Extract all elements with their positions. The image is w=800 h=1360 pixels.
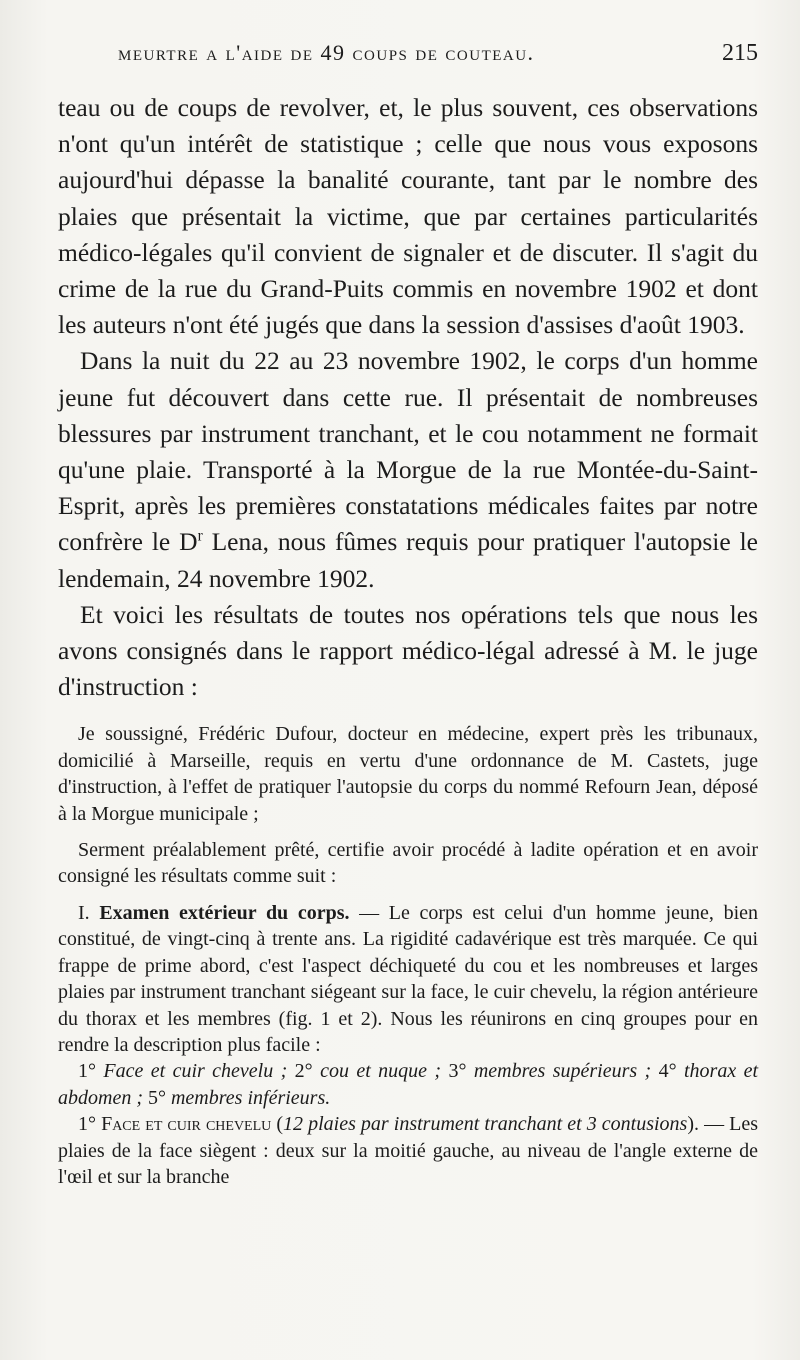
- subsection-number: 1°: [78, 1113, 96, 1136]
- report-groups-list: [58, 1058, 758, 1111]
- paragraph-discovery-text-end: Lena, nous fûmes requis pour pratiquer l'autopsie le lendemain, 24 novembre 1902.: [58, 527, 758, 593]
- paragraph-continuation: teau ou de coups de revolver, et, le plus souvent, ces observations n'ont qu'un intérêt de statistique ; celle que nous vous exposons aujourd'hui dépasse la banalité courante, tant par le nombre des plaies que présentait la victime, que par certaines particularités médico-légales qu'il convient de signaler et de discuter. Il s'agit du crime de la rue du Grand-Puits commis en novembre 1902 et dont les auteurs n'ont été jugés que dans la session d'assises d'août 1903.: [58, 93, 758, 340]
- group-number: 1°: [78, 1060, 96, 1083]
- running-head: [58, 40, 758, 84]
- report-face-scalp: [58, 1111, 758, 1190]
- autopsy-report: [58, 721, 758, 1190]
- group-label: cou et nuque ;: [320, 1060, 442, 1083]
- section-heading: Examen extérieur du corps.: [99, 901, 350, 924]
- report-paragraph-expert: Je soussigné, Frédéric Dufour, docteur en médecine, expert près les tribunaux, domicilié à Marseille, requis en vertu d'une ordonnance de M. Castets, juge d'instruction, à l'effet de pratiquer l'autopsie du corps du nommé Refourn Jean, déposé à la Morgue municipale ;: [58, 723, 758, 825]
- subsection-text: ). — Les plaies de la face siègent : deux sur la moitié gauche, au niveau de l'angle externe de l'œil et sur la branche: [58, 1113, 759, 1188]
- page-number: 215: [722, 40, 758, 66]
- body-text: [58, 90, 758, 705]
- report-section-external-exam: [58, 900, 758, 1058]
- group-number: 2°: [294, 1060, 313, 1083]
- paragraph-results-intro: Et voici les résultats de toutes nos opérations tels que nous les avons consignés dans le rapport médico-légal adressé à M. le juge d'instruction :: [58, 599, 758, 702]
- group-number: 5°: [147, 1086, 166, 1109]
- group-label: membres supérieurs ;: [473, 1060, 652, 1083]
- subsection-paren: (: [271, 1113, 284, 1136]
- group-label: membres inférieurs.: [170, 1086, 331, 1109]
- subsection-count: 12 plaies par instrument tranchant et 3 contusions: [283, 1113, 688, 1136]
- subsection-heading: Face et cuir chevelu: [101, 1113, 272, 1136]
- section-number: I.: [78, 901, 90, 924]
- section-text: — Le corps est celui d'un homme jeune, bien constitué, de vingt-cinq à trente ans. La rigidité cadavérique est très marquée. Ce qui frappe de prime abord, c'est l'aspect déchiqueté du cou et les nombreuses et larges plaies par instrument tranchant siégeant sur la face, le cuir chevelu, la région antérieure du thorax et les membres (fig. 1 et 2). Nous les réunirons en cinq groupes pour en rendre la description plus facile :: [58, 901, 758, 1056]
- report-paragraph-oath: Serment préalablement prêté, certifie avoir procédé à ladite opération et en avoir consigné les résultats comme suit :: [58, 839, 758, 888]
- group-label: thorax et abdomen ;: [58, 1060, 759, 1109]
- paragraph-discovery: [58, 343, 758, 596]
- group-number: 4°: [658, 1060, 677, 1083]
- group-label: Face et cuir chevelu ;: [103, 1060, 288, 1083]
- group-number: 3°: [448, 1060, 467, 1083]
- paragraph-discovery-text: Dans la nuit du 22 au 23 novembre 1902, le corps d'un homme jeune fut découvert dans cette rue. Il présentait de nombreuses blessures par instrument tranchant, et le cou notamment ne formait qu'une plaie. Transporté à la Morgue de la rue Montée-du-Saint-Esprit, après les premières constatations médicales faites par notre confrère le D: [58, 346, 758, 557]
- doctor-abbrev-superscript: r: [197, 527, 203, 545]
- running-head-title: meurtre a l'aide de 49 coups de couteau.: [118, 40, 535, 65]
